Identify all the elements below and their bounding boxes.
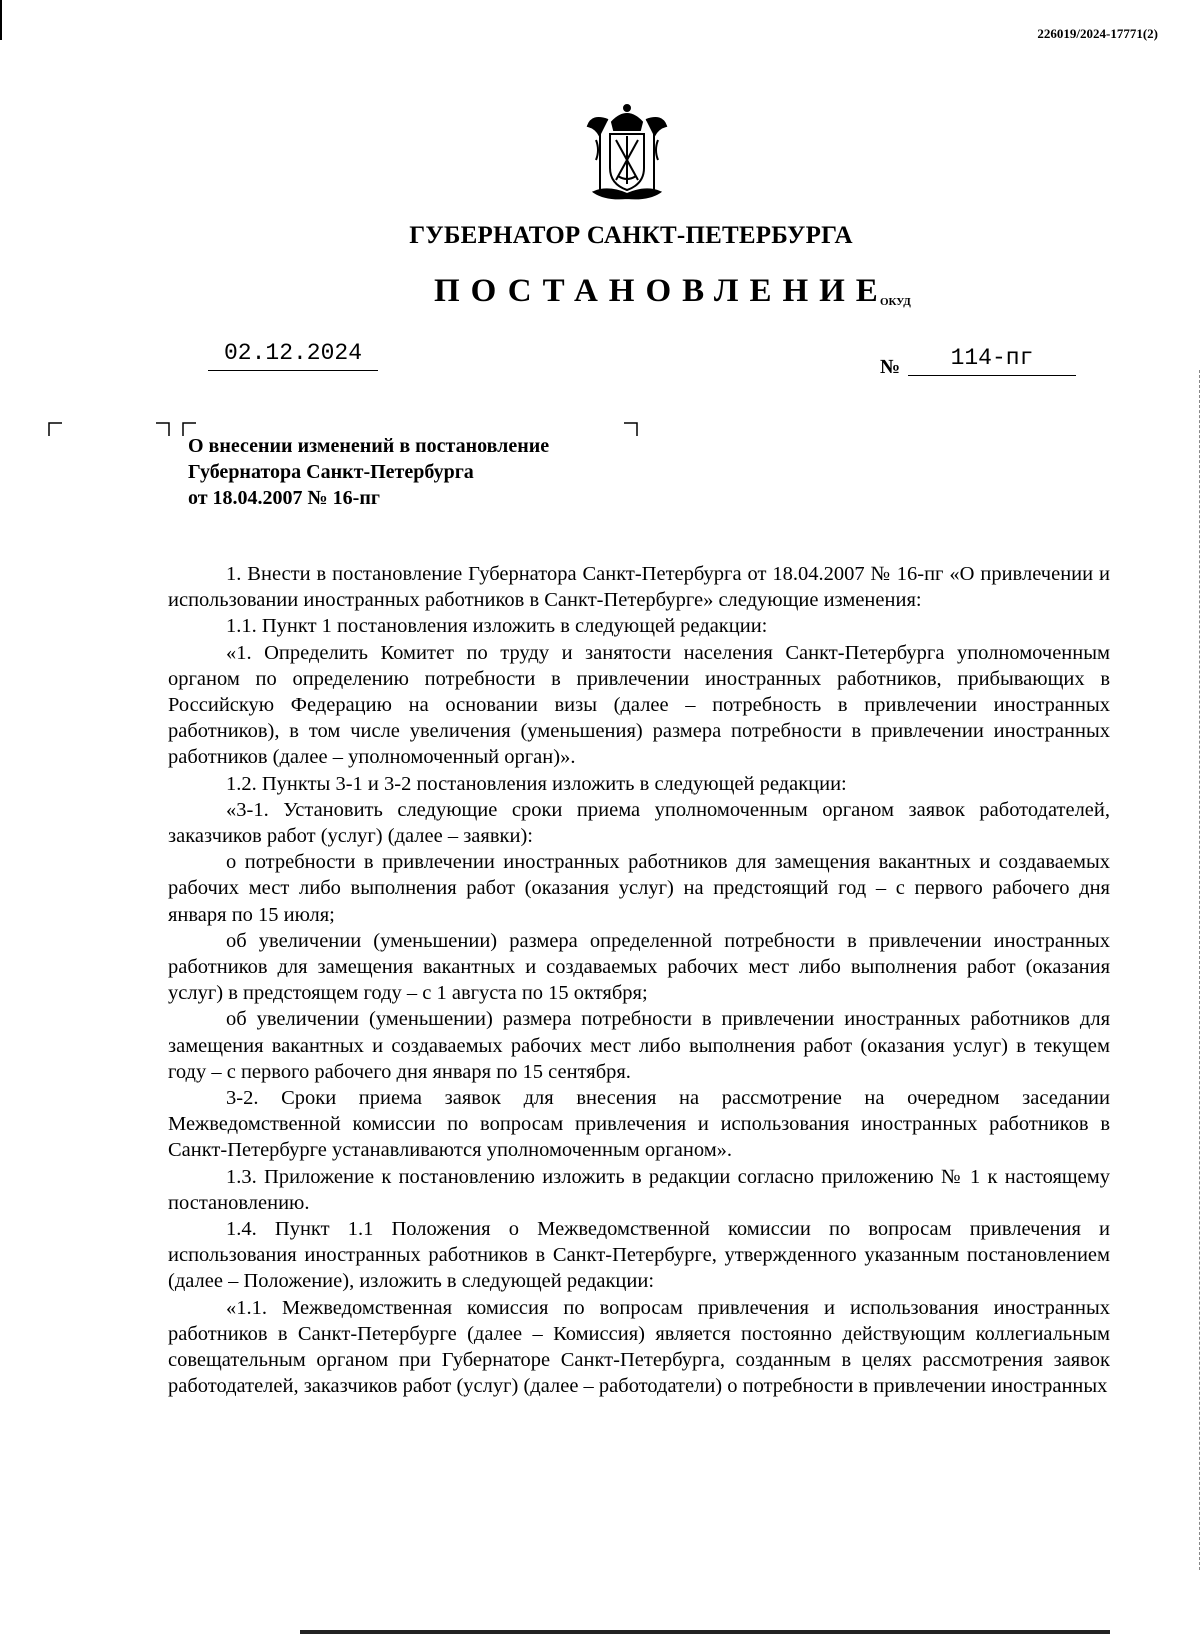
scan-edge-mark-left <box>0 0 2 40</box>
document-number: 114-пг <box>908 345 1076 376</box>
paragraph: 1.4. Пункт 1.1 Положения о Межведомственной комиссии по вопросам привлечения и использования иностранных работников в Санкт-Петербурге, утвержденного указанным постановлением (далее – Положение), изложить в следующей редакции: <box>168 1218 1110 1293</box>
subject-line: Губернатора Санкт-Петербурга <box>188 461 474 483</box>
corner-bracket-icon <box>48 422 62 436</box>
paragraph: об увеличении (уменьшении) размера потребности в привлечении иностранных работников для замещения вакантных и создаваемых рабочих мест либо выполнения работ (оказания услуг) в текущем году – с первого рабочего дня января по 15 сентября. <box>168 1008 1110 1083</box>
document-body <box>168 561 1110 1400</box>
paragraph: об увеличении (уменьшении) размера определенной потребности в привлечении иностранных работников для замещения вакантных и создаваемых рабочих мест либо выполнения работ (оказания услуг) в предстоящем году – с 1 августа по 15 октября; <box>168 929 1110 1005</box>
subject-line: от 18.04.2007 № 16-пг <box>188 487 380 509</box>
paragraph: «3-1. Установить следующие сроки приема уполномоченным органом заявок работодателей, заказчиков работ (услуг) (далее – заявки): <box>168 798 1110 848</box>
paragraph: «1.1. Межведомственная комиссия по вопросам привлечения и использования иностранных работников в Санкт-Петербурге (далее – Комиссия) является постоянно действующим коллегиальным совещательным органом при Губернаторе Санкт-Петербурга, созданным в целях рассмотрения заявок работодателей, заказчиков работ (услуг) (далее – работодатели) о потребности в привлечении иностранных <box>168 1296 1110 1398</box>
document-subject <box>188 433 549 511</box>
issuing-authority: ГУБЕРНАТОР САНКТ-ПЕТЕРБУРГА <box>409 222 853 249</box>
paragraph: 1. Внести в постановление Губернатора Санкт-Петербурга от 18.04.2007 № 16-пг «О привлечении и использовании иностранных работников в Санкт-Петербурге» следующие изменения: <box>168 563 1110 612</box>
saint-petersburg-coat-of-arms-icon <box>578 100 676 202</box>
registration-number: 226019/2024-17771(2) <box>1037 26 1158 41</box>
paragraph: 1.1. Пункт 1 постановления изложить в следующей редакции: <box>226 615 768 638</box>
subject-line: О внесении изменений в постановление <box>188 435 550 457</box>
paragraph: 1.2. Пункты 3-1 и 3-2 постановления изложить в следующей редакции: <box>226 772 847 795</box>
number-sign: № <box>880 356 901 378</box>
paragraph: 1.3. Приложение к постановлению изложить в редакции согласно приложению № 1 к настоящему постановлению. <box>168 1165 1110 1214</box>
document-type: ПОСТАНОВЛЕНИЕ <box>434 273 889 309</box>
paragraph: «1. Определить Комитет по труду и занятости населения Санкт-Петербурга уполномоченным органом по определению потребности в привлечении иностранных работников, прибывающих в Российскую Федерацию на основании визы (далее – потребность в привлечении иностранных работников), в том числе увеличения (уменьшения) размера потребности в привлечении иностранных работников (далее – уполномоченный орган)». <box>168 641 1110 769</box>
corner-bracket-icon <box>156 422 170 436</box>
paragraph: о потребности в привлечении иностранных работников для замещения вакантных и создаваемых рабочих мест либо выполнения работ (оказания услуг) на предстоящий год – с первого рабочего дня января по 15 июля; <box>168 851 1110 926</box>
document-date: 02.12.2024 <box>208 340 378 371</box>
paragraph: 3-2. Сроки приема заявок для внесения на рассмотрение на очередном заседании Межведомственной комиссии по вопросам привлечения и использования иностранных работников в Санкт-Петербурге устанавливаются уполномоченным органом». <box>168 1087 1110 1162</box>
okud-label: ОКУД <box>880 296 911 308</box>
scan-edge-bottom <box>300 1630 1110 1634</box>
corner-bracket-icon <box>624 422 638 436</box>
